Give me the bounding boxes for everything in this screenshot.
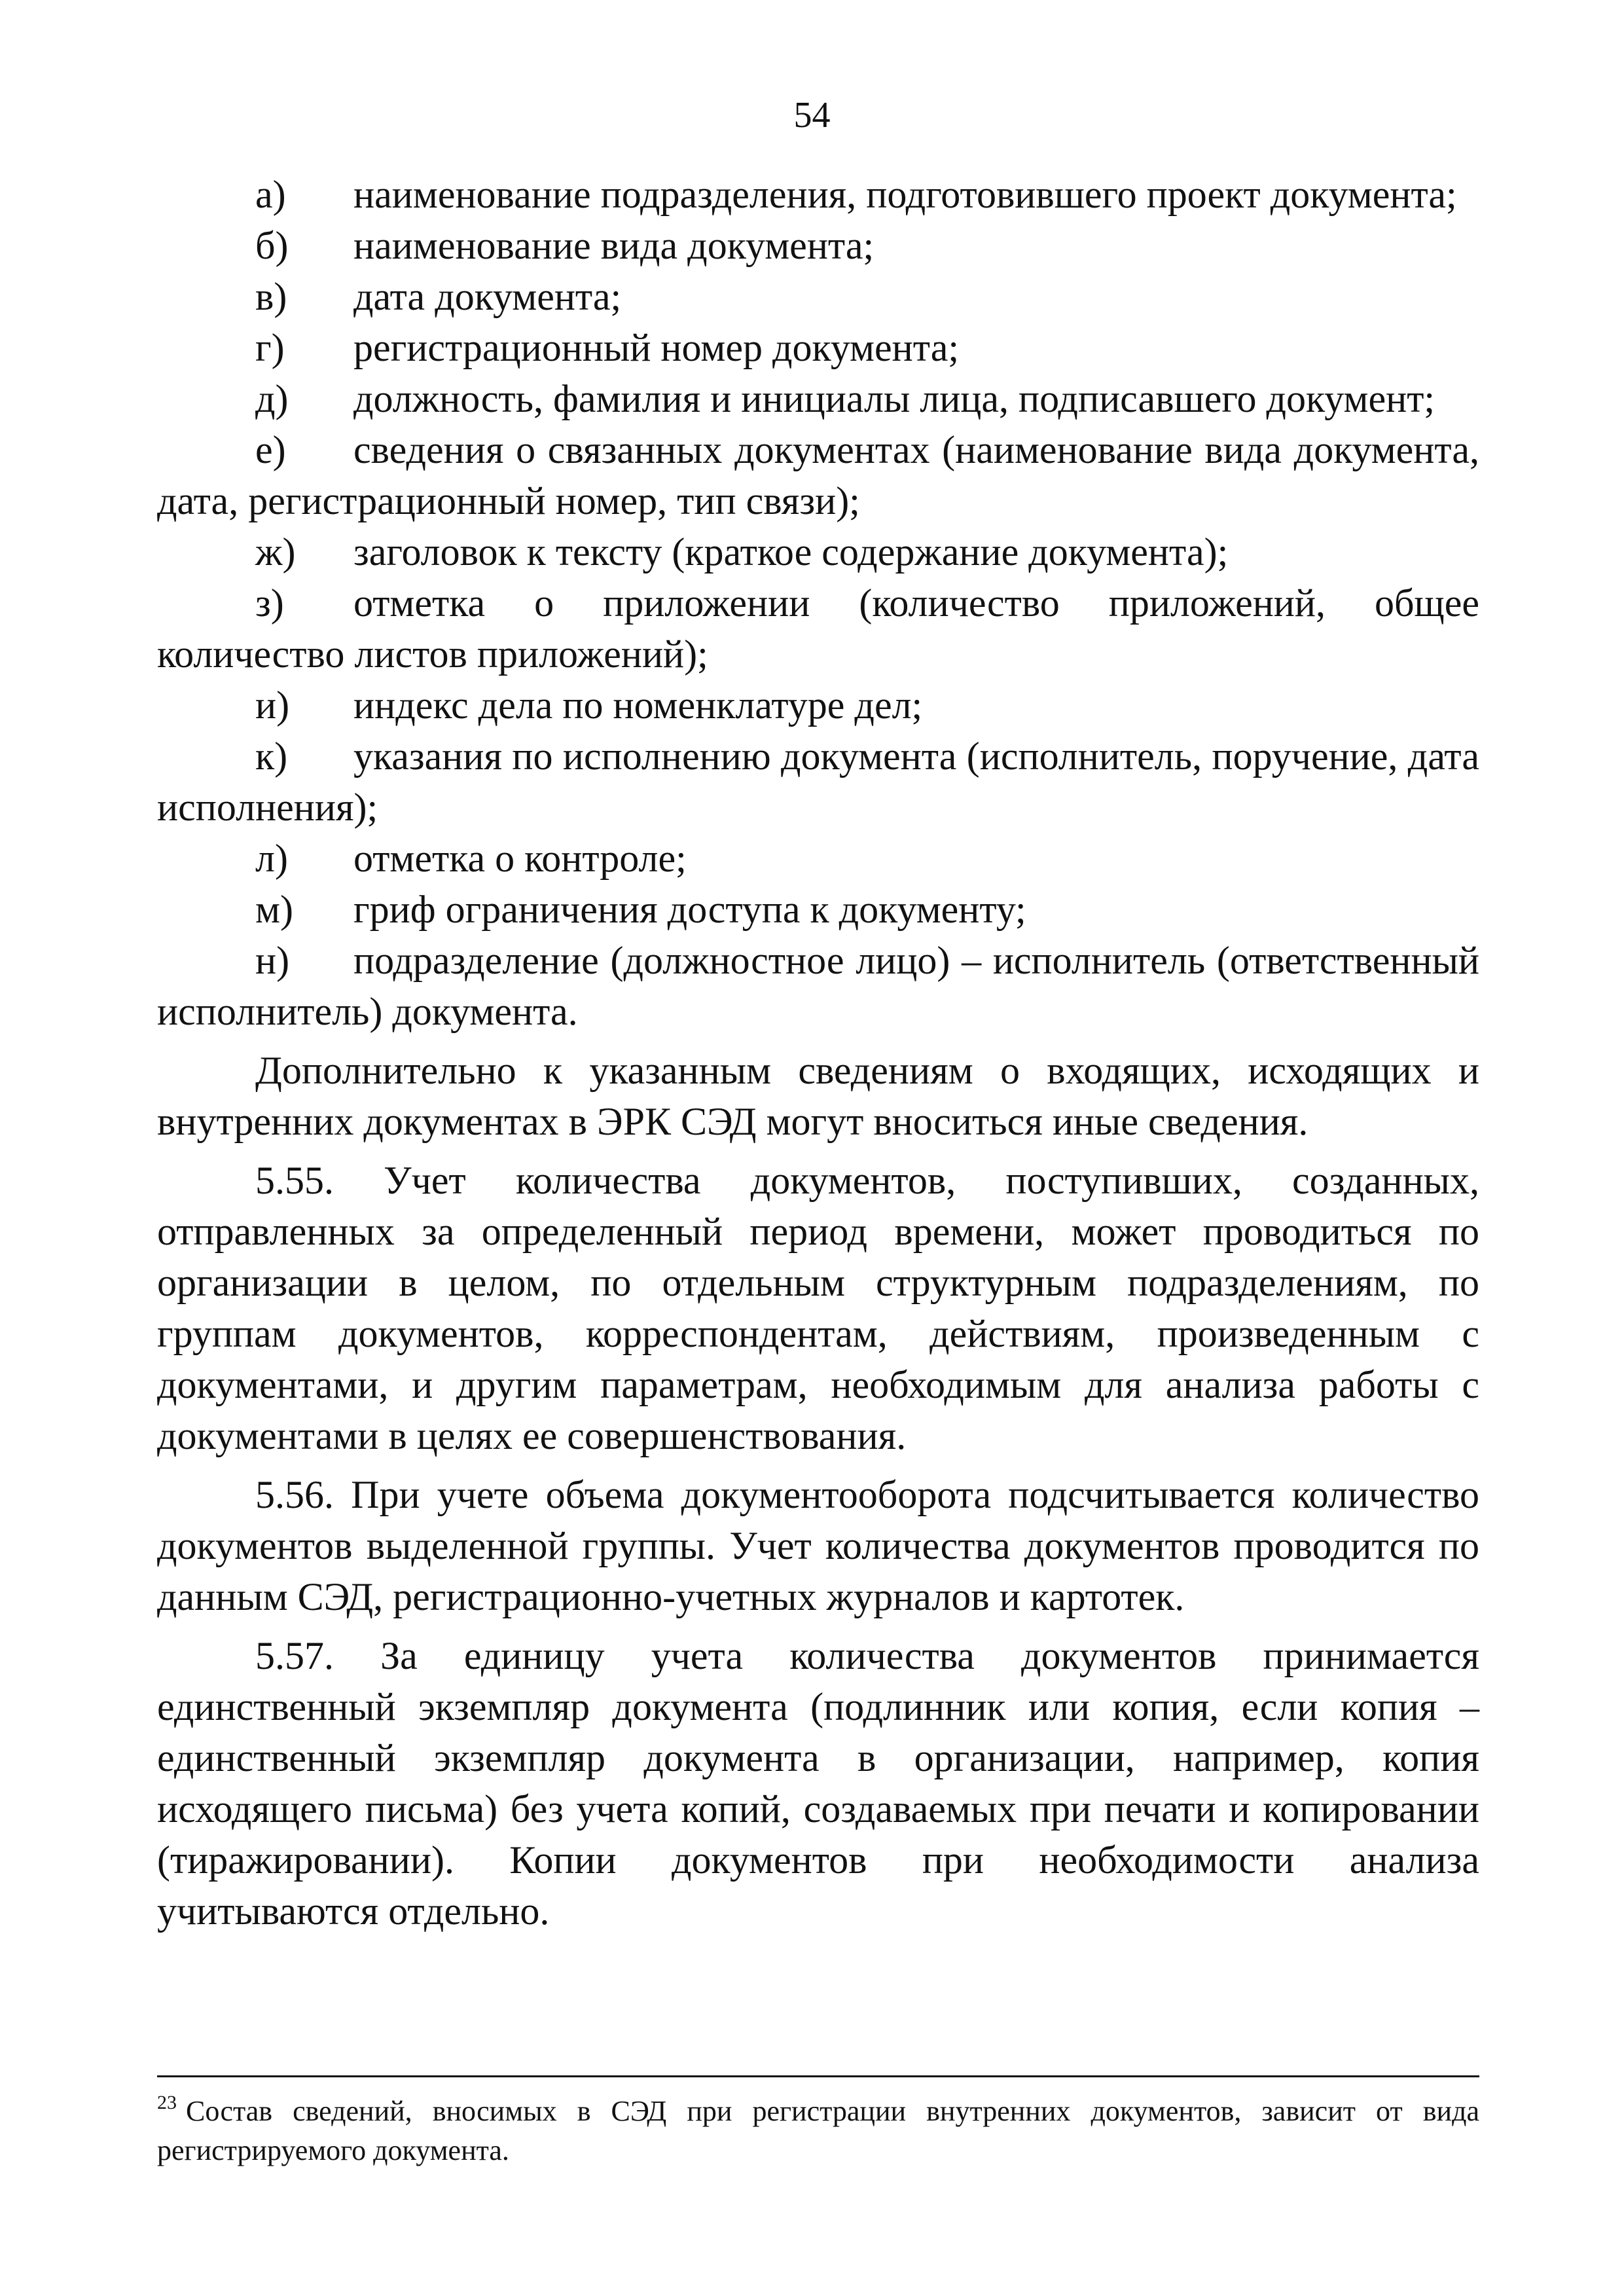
list-item-text: дата документа; [353,275,622,318]
footnote-text: Состав сведений, вносимых в СЭД при регистрации внутренних документов, зависит от вида регистрируемого документа. [157,2095,1479,2166]
list-item-text: отметка о приложении (количество приложений, общее количество листов приложений); [157,581,1479,676]
list-item-marker: г) [255,326,285,369]
list-item-text: регистрационный номер документа; [353,326,959,369]
list-item [157,271,1479,322]
list-item-marker: н) [255,939,290,982]
list-item-marker: з) [255,581,284,625]
list-item-text: заголовок к тексту (краткое содержание документа); [353,530,1229,574]
list-item [157,680,1479,731]
list-item-marker: ж) [255,530,296,574]
list-item-text: отметка о контроле; [353,837,687,880]
list-item-text: указания по исполнению документа (исполнитель, поручение, дата исполнения); [157,735,1479,829]
footnote-divider [157,2075,1479,2077]
list-item [157,220,1479,271]
list-item [157,577,1479,680]
list-item [157,424,1479,526]
paragraph-5-55: 5.55. Учет количества документов, поступивших, созданных, отправленных за определенный период времени, может проводиться по организации в целом, по отдельным структурным подразделениям, по группам документов, корреспондентам, действиям, произведенным с документами, и другим параметрам, необходимым для анализа работы с документами в целях ее совершенствования. [157,1159,1479,1457]
list-item [157,322,1479,373]
paragraph-additional: Дополнительно к указанным сведениям о входящих, исходящих и внутренних документах в ЭРК СЭД могут вноситься иные сведения. [157,1049,1479,1143]
list-item-marker: и) [255,683,290,727]
list-item-marker: м) [255,888,293,931]
list-item-marker: в) [255,275,287,318]
page-number: 54 [793,95,831,136]
body-text [157,169,1479,1937]
list-item [157,833,1479,884]
footnote-number: 23 [157,2092,177,2113]
list-item-text: индекс дела по номенклатуре дел; [353,683,923,727]
list-item-text: наименование вида документа; [353,224,875,267]
list-item-text: наименование подразделения, подготовившего проект документа; [353,173,1457,216]
list-item [157,169,1479,220]
list-item [157,526,1479,577]
list-item-text: подразделение (должностное лицо) – исполнитель (ответственный исполнитель) документа. [157,939,1479,1033]
paragraph-5-57: 5.57. За единицу учета количества документов принимается единственный экземпляр документа (подлинник или копия, если копия – единственный экземпляр документа в организации, например, копия исходящего письма) без учета копий, создаваемых при печати и копировании (тиражировании). Копии документов при необходимости анализа учитываются отдельно. [157,1634,1479,1933]
list-item-text: сведения о связанных документах (наименование вида документа, дата, регистрационный номер, тип связи); [157,428,1479,522]
list-item [157,935,1479,1037]
list-item-marker: л) [255,837,288,880]
footnote [157,2092,1479,2170]
list-item [157,373,1479,424]
list-item-marker: б) [255,224,289,267]
list-item-marker: д) [255,377,289,420]
paragraph-5-56: 5.56. При учете объема документооборота подсчитывается количество документов выделенной группы. Учет количества документов проводится по данным СЭД, регистрационно-учетных журналов и картотек. [157,1473,1479,1618]
list-item-text: гриф ограничения доступа к документу; [353,888,1026,931]
list-item-marker: е) [255,428,286,471]
list-item [157,731,1479,833]
list-item-text: должность, фамилия и инициалы лица, подписавшего документ; [353,377,1435,420]
list-item [157,884,1479,935]
list-item-marker: а) [255,173,286,216]
list-item-marker: к) [255,735,288,778]
